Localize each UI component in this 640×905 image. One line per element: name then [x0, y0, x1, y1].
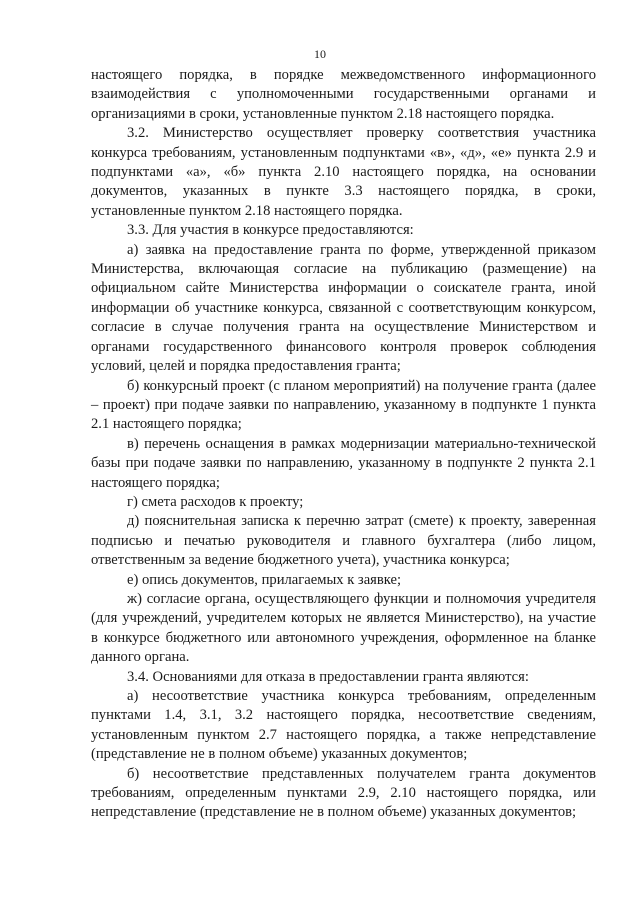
list-item-3-3-v: в) перечень оснащения в рамках модернизации материально-технической базы при подаче заявки по направлению, указанному в подпункте 2 пункта 2.1 настоящего порядка; — [91, 435, 596, 491]
list-item-3-3-a: а) заявка на предоставление гранта по форме, утвержденной приказом Министерства, включающая согласие на публикацию (размещение) на официальном сайте Министерства информации о соискателе гранта, иной информации об участнике конкурса, связанной с соответствующим конкурсом, согласие в случае получения гранта на осуществление Министерством и органами государственного финансового контроля проверок соблюдения условий, целей и порядка предоставления гранта; — [91, 241, 596, 375]
paragraph-continuation: настоящего порядка, в порядке межведомственного информационного взаимодействия с уполномоченными государственными органами и организациями в сроки, установленные пунктом 2.18 настоящего порядка. — [91, 67, 596, 122]
paragraph-3-3: 3.3. Для участия в конкурсе предоставляются: — [127, 222, 414, 239]
list-item-3-3-b: б) конкурсный проект (с планом мероприятий) на получение гранта (далее – проект) при подаче заявки по направлению, указанному в подпункте 1 пункта 2.1 настоящего порядка; — [91, 377, 596, 433]
list-item-3-4-b: б) несоответствие представленных получателем гранта документов требованиям, определенным пунктами 2.9, 2.10 настоящего порядка, или непредставление (представление не в полном объеме) указанных документов; — [91, 765, 596, 821]
list-item-3-3-g: г) смета расходов к проекту; — [127, 493, 304, 510]
list-item-3-4-a: а) несоответствие участника конкурса требованиям, определенным пунктами 1.4, 3.1, 3.2 настоящего порядка, несоответствие сведениям, установленным пунктом 2.7 настоящего порядка, а также непредставление (представление не в полном объеме) указанных документов; — [91, 688, 596, 763]
list-item-3-3-zh: ж) согласие органа, осуществляющего функции и полномочия учредителя (для учреждений, учредителем которых не является Министерство), на участие в конкурсе бюджетного или автономного учреждения, оформленное на бланке данного органа. — [91, 590, 596, 666]
list-item-3-3-d: д) пояснительная записка к перечню затрат (смете) к проекту, заверенная подписью и печатью руководителя и главного бухгалтера (либо лицом, ответственным за ведение бюджетного учета), участника конкурса; — [91, 513, 596, 569]
page-number: 10 — [314, 47, 326, 61]
paragraph-3-2: 3.2. Министерство осуществляет проверку соответствия участника конкурса требованиям, установленным подпунктами «в», «д», «е» пункта 2.9 и подпунктами «а», «б» пункта 2.10 настоящего порядка, на основании документов, указанных в пункте 3.3 настоящего порядка, в сроки, установленные пунктом 2.18 настоящего порядка. — [91, 125, 596, 219]
document-body — [91, 66, 596, 823]
paragraph-3-4: 3.4. Основаниями для отказа в предоставлении гранта являются: — [127, 668, 529, 685]
list-item-3-3-e: е) опись документов, прилагаемых к заявке; — [127, 571, 402, 588]
